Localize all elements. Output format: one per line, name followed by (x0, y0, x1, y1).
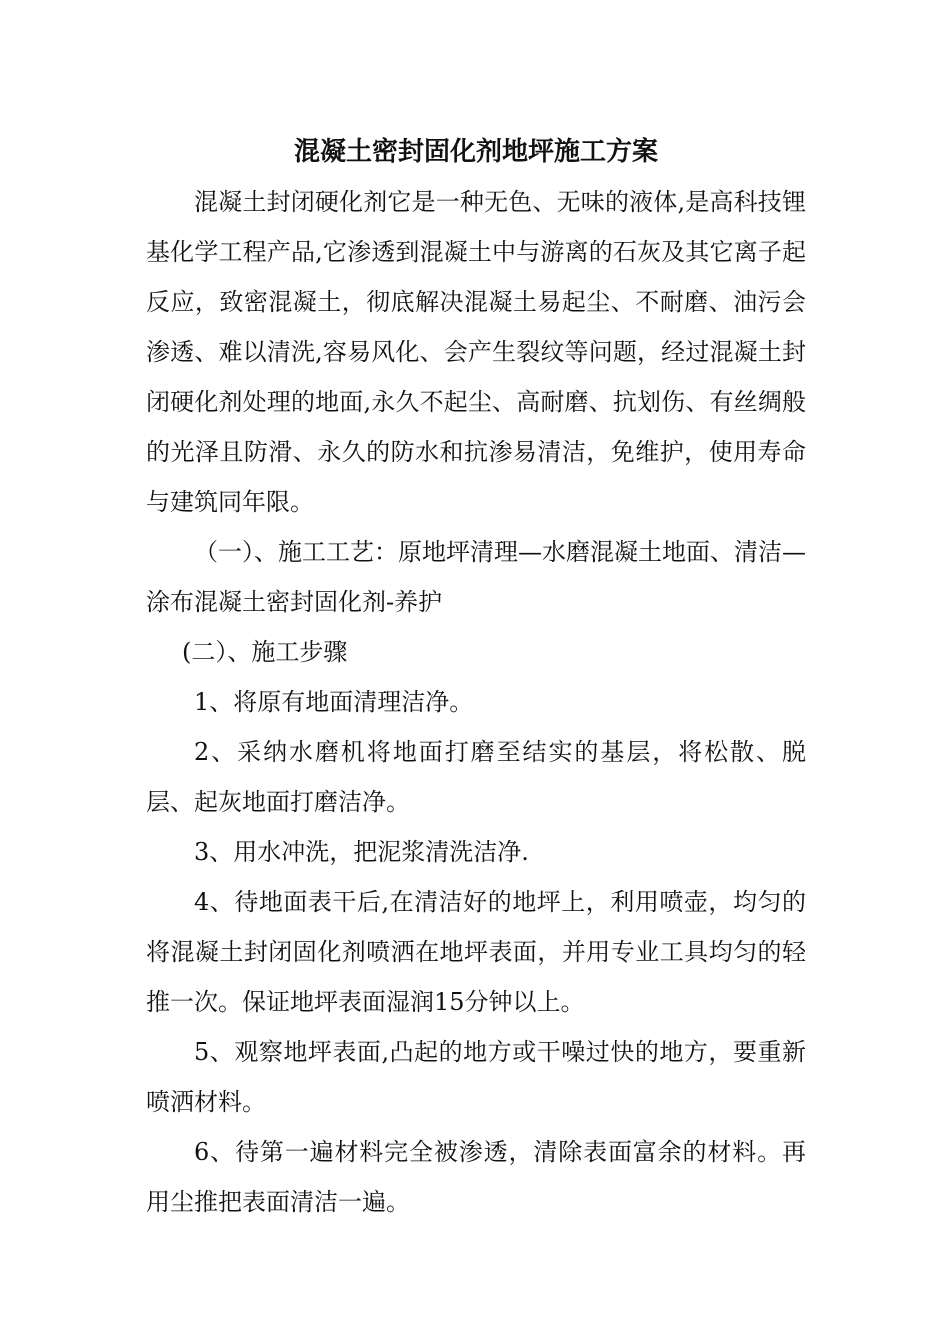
step-1-paragraph: 1、将原有地面清理洁净。 (194, 688, 474, 716)
step-2-paragraph: 2、采纳水磨机将地面打磨至结实的基层，将松散、脱层、起灰地面打磨洁净。 (146, 738, 806, 816)
step-3-paragraph: 3、用水冲洗，把泥浆清洗洁净. (194, 838, 529, 866)
document-page (146, 127, 806, 1227)
intro-paragraph: 混凝土封闭硬化剂它是一种无色、无味的液体,是高科技锂基化学工程产品,它渗透到混凝土中与游离的石灰及其它离子起反应，致密混凝土，彻底解决混凝土易起尘、不耐磨、油污会渗透、难以清洗,容易风化、会产生裂纹等问题，经过混凝土封闭硬化剂处理的地面,永久不起尘、高耐磨、抗划伤、有丝绸般的光泽且防滑、永久的防水和抗渗易清洁，免维护，使用寿命与建筑同年限。 (146, 188, 806, 516)
step-5-paragraph: 5、观察地坪表面,凸起的地方或干噪过快的地方，要重新喷洒材料。 (146, 1038, 806, 1116)
process-paragraph: （一）、施工工艺：原地坪清理—水磨混凝土地面、清洁—涂布混凝土密封固化剂-养护 (146, 538, 806, 616)
steps-heading: (二）、施工步骤 (182, 638, 348, 666)
step-6-paragraph: 6、待第一遍材料完全被渗透，清除表面富余的材料。再用尘推把表面清洁一遍。 (146, 1138, 806, 1216)
document-title: 混凝土密封固化剂地坪施工方案 (293, 137, 658, 167)
step-4-paragraph: 4、待地面表干后,在清洁好的地坪上，利用喷壶，均匀的将混凝土封闭固化剂喷洒在地坪表面，并用专业工具均匀的轻推一次。保证地坪表面湿润15分钟以上。 (146, 888, 806, 1016)
